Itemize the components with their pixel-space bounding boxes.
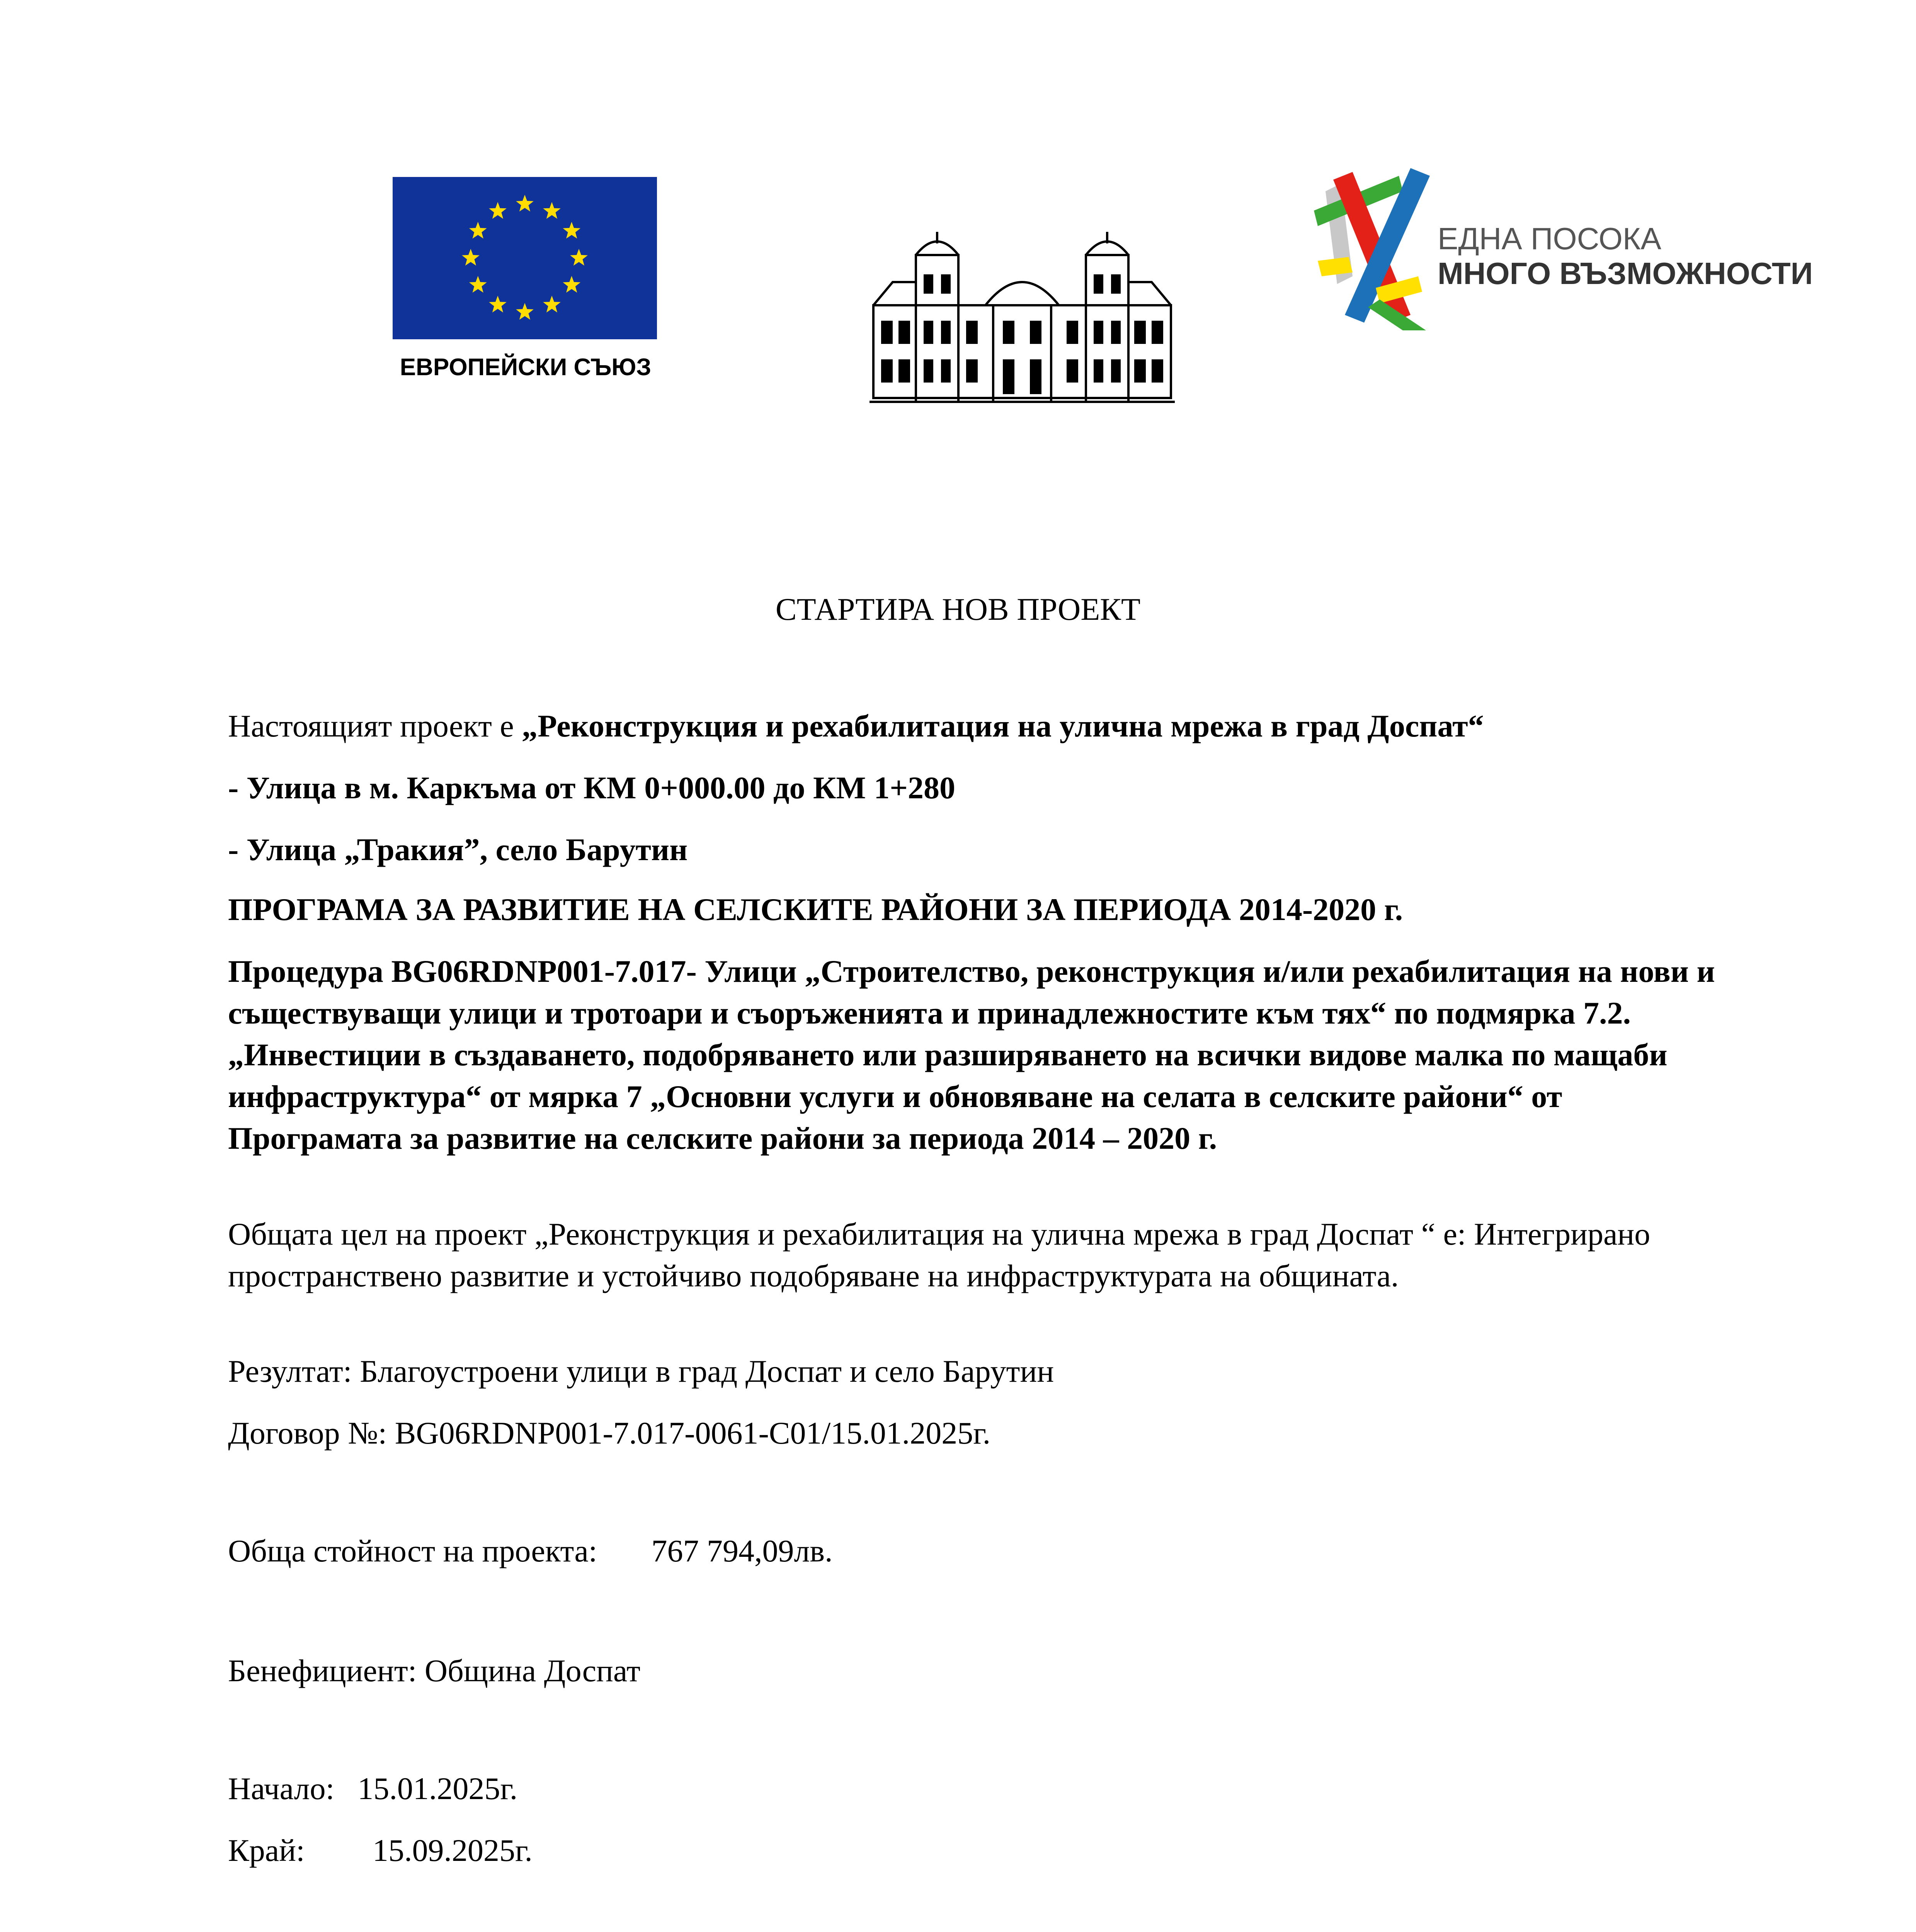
end-date: 15.09.2025г. bbox=[373, 1833, 533, 1868]
beneficiary: Бенефициент: Община Доспат bbox=[228, 1653, 641, 1688]
edna-line1: ЕДНА ПОСОКА bbox=[1438, 221, 1661, 256]
value-amount: 767 794,09лв. bbox=[651, 1533, 833, 1568]
contract-number: Договор №: BG06RDNP001-7.017-0061-C01/15.01.2025г. bbox=[228, 1415, 991, 1451]
project-goal: Общата цел на проект „Реконструкция и рехабилитация на улична мрежа в град Доспат “ е: Интегрирано пространствено развитие и устойчиво подобряване на инфраструктурата на общината. bbox=[228, 1216, 1651, 1293]
end-date-row bbox=[228, 1830, 1735, 1871]
project-value bbox=[228, 1530, 1735, 1572]
eu-flag-logo bbox=[393, 177, 657, 339]
project-result: Резултат: Благоустроени улици в град Доспат и село Барутин bbox=[228, 1354, 1054, 1389]
end-label: Край: bbox=[228, 1833, 305, 1868]
government-building-logo bbox=[870, 232, 1175, 410]
eu-caption: ЕВРОПЕЙСКИ СЪЮЗ bbox=[400, 354, 652, 381]
street-1: - Улица в м. Каркъма от КМ 0+000.00 до КМ 1+280 bbox=[228, 770, 956, 805]
page-title: СТАРТИРА НОВ ПРОЕКТ bbox=[775, 592, 1141, 627]
street-2: - Улица „Тракия”, село Барутин bbox=[228, 832, 688, 867]
start-date-row bbox=[228, 1768, 1735, 1810]
project-intro bbox=[228, 705, 1735, 747]
intro-prefix: Настоящият проект е bbox=[228, 708, 522, 743]
start-label: Начало: bbox=[228, 1771, 335, 1806]
edna-line2: МНОГО ВЪЗМОЖНОСТИ bbox=[1438, 256, 1813, 291]
project-name: „Реконструкция и рехабилитация на улична мрежа в град Доспат“ bbox=[522, 708, 1484, 743]
value-label: Обща стойност на проекта: bbox=[228, 1533, 597, 1568]
procedure-text: Процедура BG06RDNP001-7.017- Улици „Строителство, реконструкция и/или рехабилитация на нови и съществуващи улици и тротоари и съоръженията и принадлежностите към тях“ по подмярка 7.2. „Инвестиции в създаването, подобряването или разширяването на всички видове малка по мащаби инфраструктура“ от мярка 7 „Основни услуги и обновяване на селата в селските райони“ от Програмата за развитие на селските райони за периода 2014 – 2020 г. bbox=[228, 954, 1715, 1156]
program-heading: ПРОГРАМА ЗА РАЗВИТИЕ НА СЕЛСКИТЕ РАЙОНИ ЗА ПЕРИОДА 2014-2020 г. bbox=[228, 892, 1403, 927]
start-date: 15.01.2025г. bbox=[357, 1771, 518, 1806]
edna-posoka-logo bbox=[1310, 160, 1813, 330]
